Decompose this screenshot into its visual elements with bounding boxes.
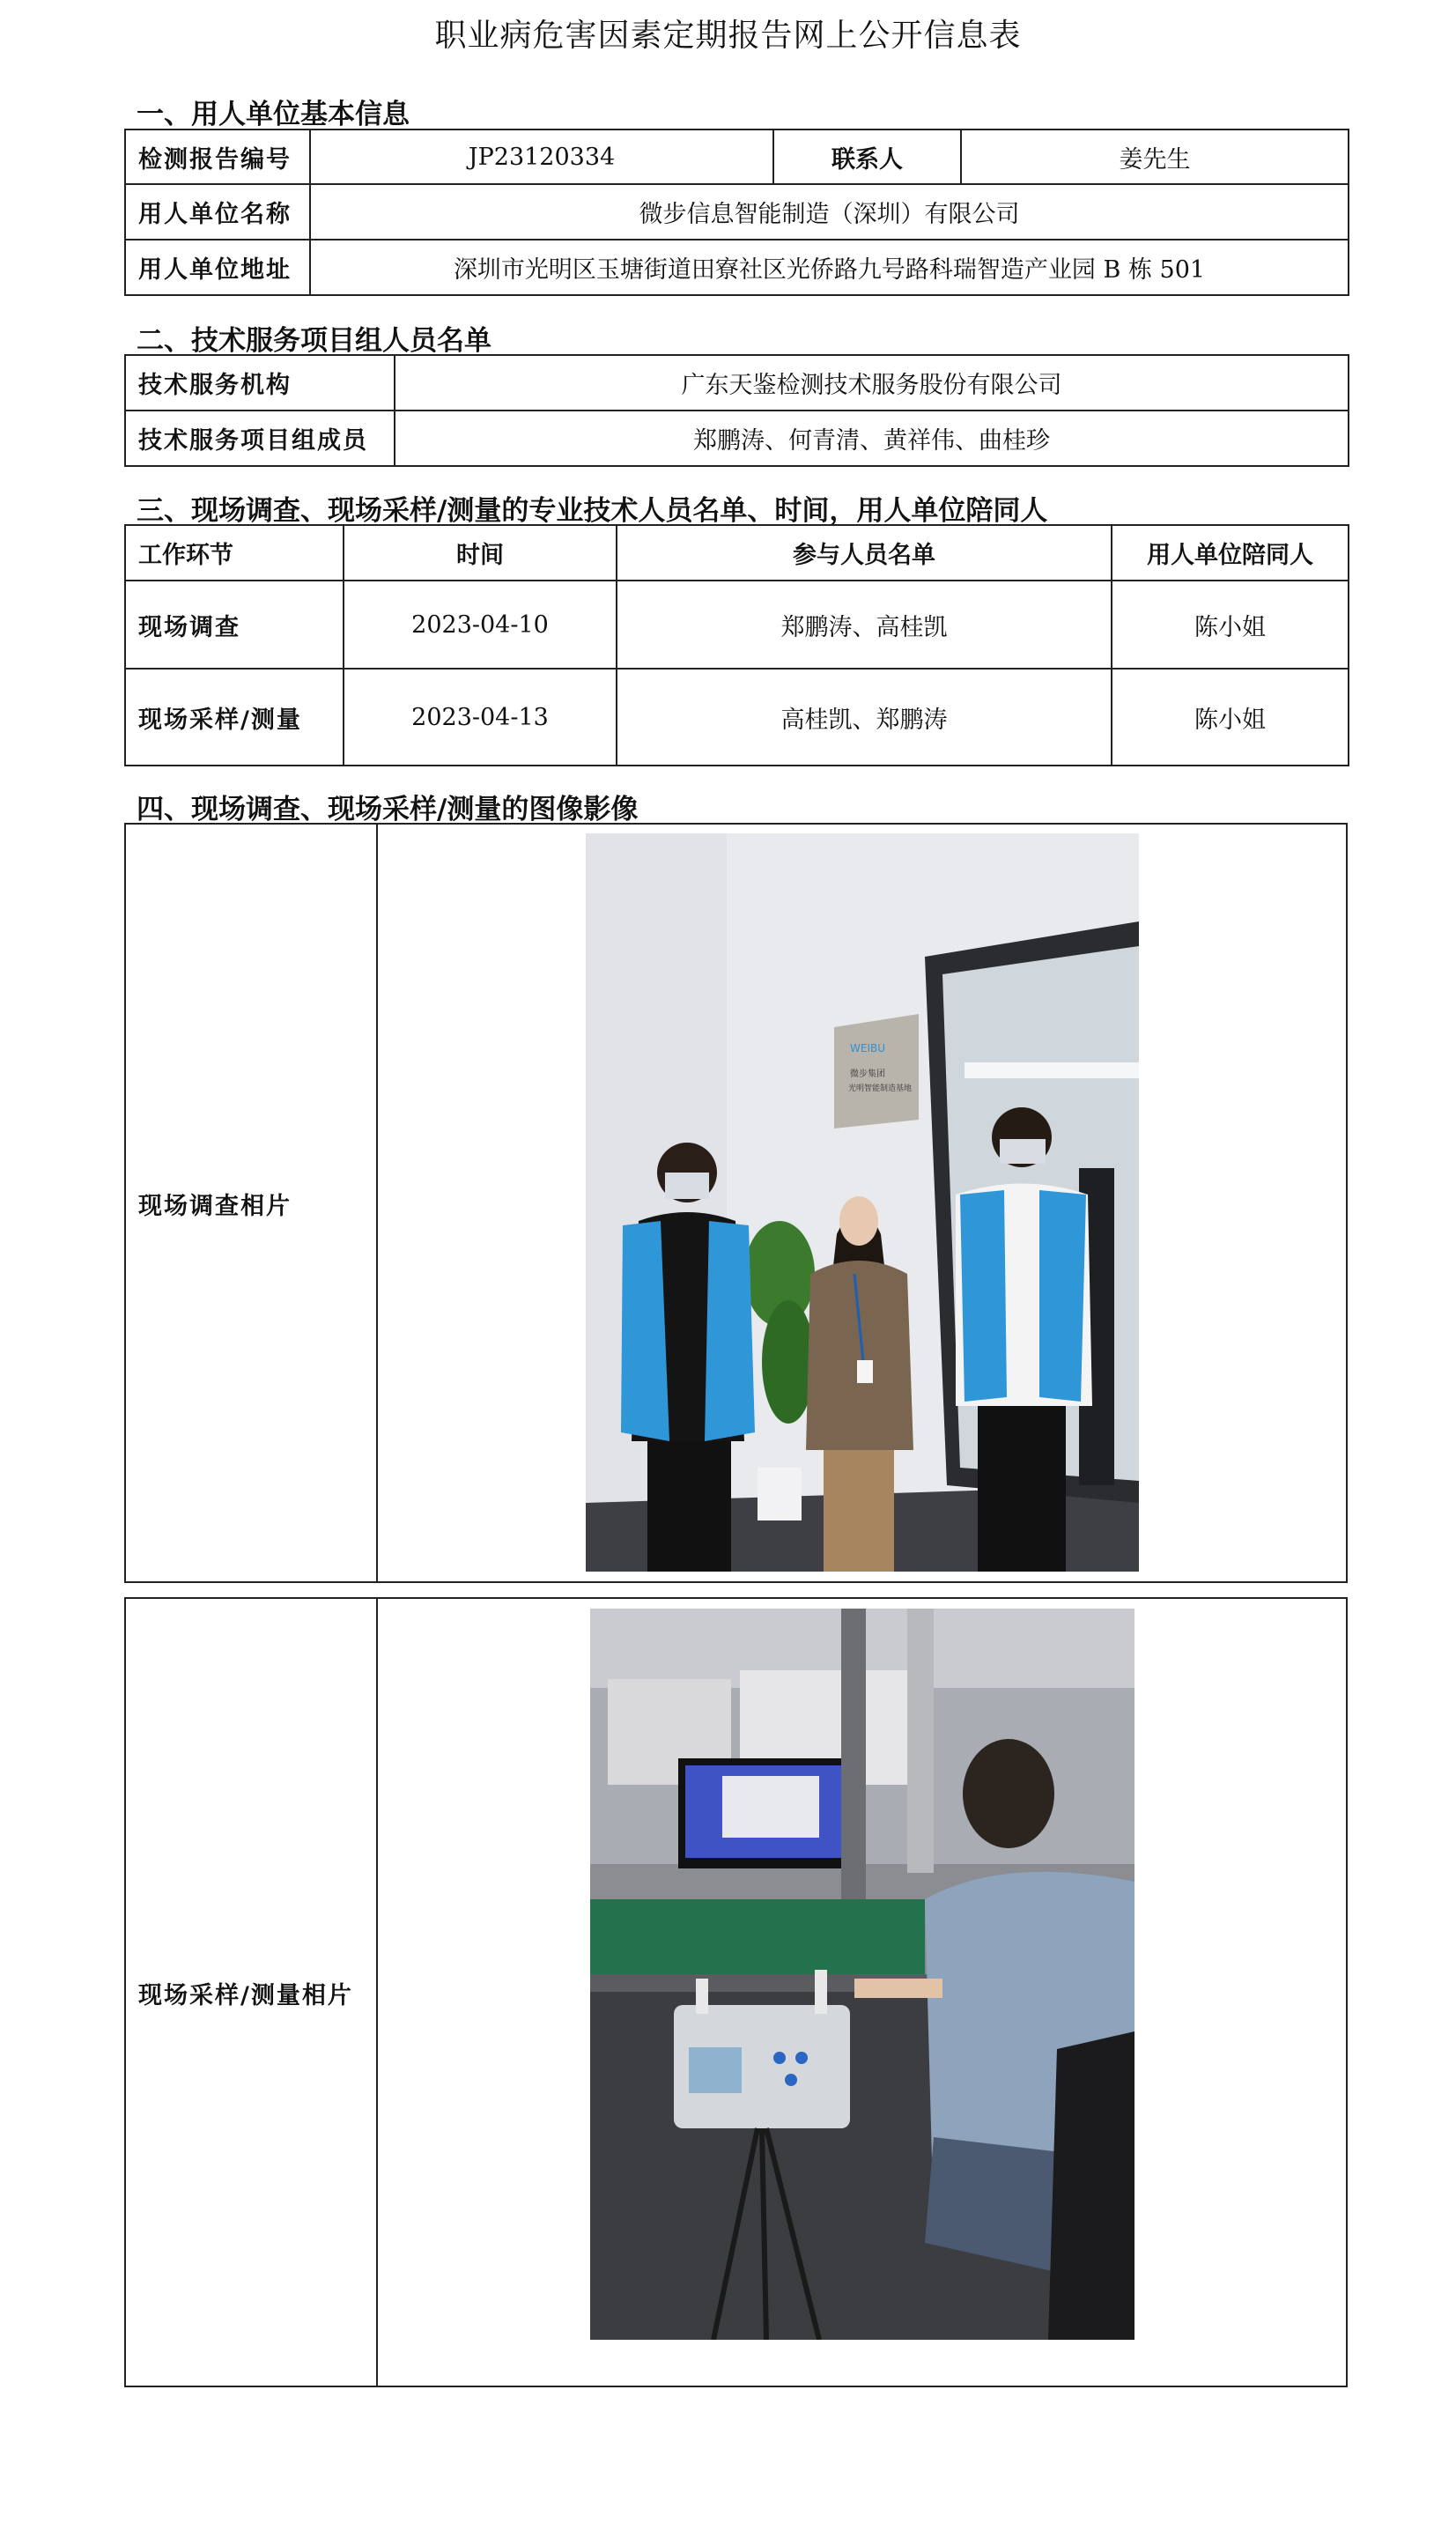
col-header: 参与人员名单 [617,525,1112,581]
survey-photo [586,833,1139,1572]
company-label: 用人单位名称 [125,184,310,240]
table-row [125,669,1349,766]
contact-label: 联系人 [773,129,961,184]
members-label: 技术服务项目组成员 [125,411,395,466]
cell-date: 2023-04-13 [344,669,617,766]
sign-line1-text: 微步集团 [850,1069,885,1079]
table-row [125,184,1349,240]
address-value: 深圳市光明区玉塘街道田寮社区光侨路九号路科瑞智造产业园 B 栋 501 [310,240,1349,295]
section-heading-schedule: 三、现场调查、现场采样/测量的专业技术人员名单、时间，用人单位陪同人 [137,495,1048,527]
section-heading-basic-info: 一、用人单位基本信息 [137,99,410,130]
col-header: 用人单位陪同人 [1112,525,1349,581]
table-row [125,411,1349,466]
org-label: 技术服务机构 [125,355,395,411]
table-row [125,240,1349,295]
company-value: 微步信息智能制造（深圳）有限公司 [310,184,1349,240]
sign-line2-text: 光明智能制造基地 [848,1084,913,1093]
cell-staff: 郑鹏涛、高桂凯 [617,581,1112,669]
report-no-value: JP23120334 [310,129,773,184]
page-title: 职业病危害因素定期报告网上公开信息表 [434,18,1022,54]
survey-photo-label: 现场调查相片 [138,1193,292,1220]
cell-escort: 陈小姐 [1112,581,1349,669]
section-heading-team: 二、技术服务项目组人员名单 [137,325,491,357]
divider [376,1597,378,2387]
cell-stage: 现场采样/测量 [125,669,344,766]
basic-info-table [124,129,1349,296]
sampling-photo-label: 现场采样/测量相片 [138,1982,353,2009]
table-header-row [125,525,1349,581]
members-value: 郑鹏涛、何青清、黄祥伟、曲桂珍 [395,411,1349,466]
cell-stage: 现场调查 [125,581,344,669]
contact-value: 姜先生 [961,129,1349,184]
col-header: 工作环节 [125,525,344,581]
team-table [124,354,1349,467]
divider [376,823,378,1583]
col-header: 时间 [344,525,617,581]
sampling-photo [590,1609,1134,2340]
cell-escort: 陈小姐 [1112,669,1349,766]
section-heading-photos: 四、现场调查、现场采样/测量的图像影像 [137,794,639,825]
table-row [125,581,1349,669]
org-value: 广东天鉴检测技术服务股份有限公司 [395,355,1349,411]
table-row [125,355,1349,411]
table-row [125,129,1349,184]
cell-staff: 高桂凯、郑鹏涛 [617,669,1112,766]
cell-date: 2023-04-10 [344,581,617,669]
address-label: 用人单位地址 [125,240,310,295]
sign-brand-text: WEIBU [850,1042,886,1054]
report-no-label: 检测报告编号 [125,129,310,184]
schedule-table [124,524,1349,766]
